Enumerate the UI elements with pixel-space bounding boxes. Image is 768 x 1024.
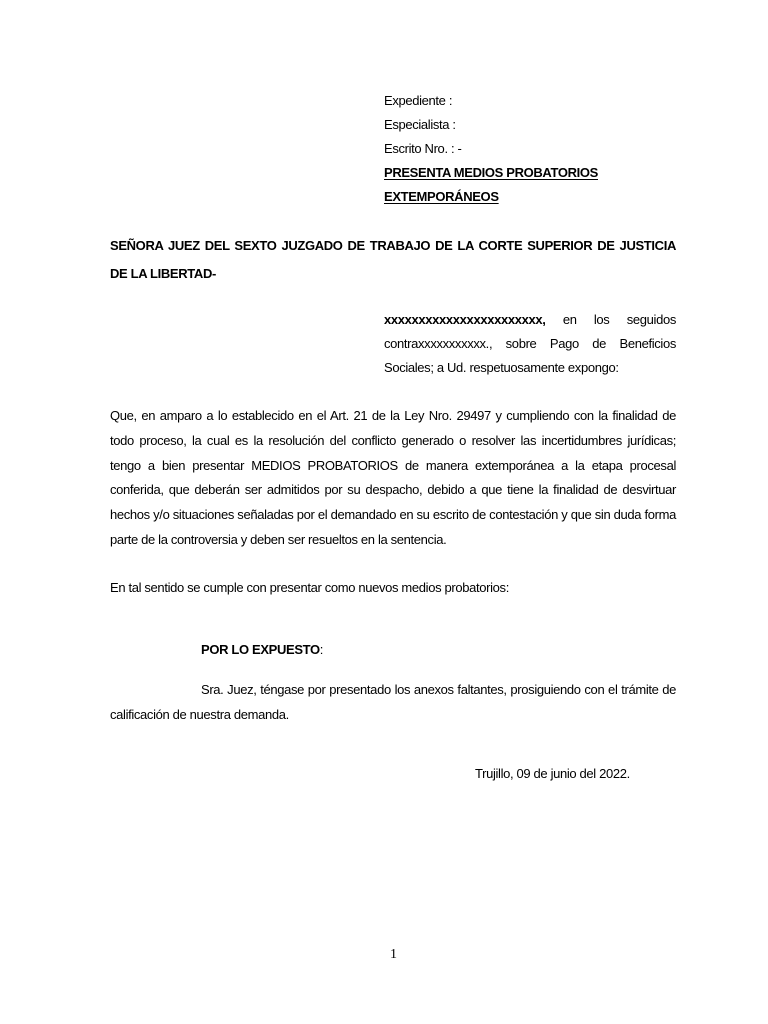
- body-paragraph-2: En tal sentido se cumple con presentar como nuevos medios probatorios:: [110, 580, 509, 595]
- closing-heading-text: POR LO EXPUESTO: [201, 642, 320, 657]
- sumilla-title-line-1: PRESENTA MEDIOS PROBATORIOS: [384, 165, 598, 180]
- petitioner-line-1-rest: en los seguidos: [545, 312, 676, 327]
- petitioner-line-3: Sociales; a Ud. respetuosamente expongo:: [384, 360, 619, 375]
- especialista-label: Especialista :: [384, 117, 456, 132]
- closing-heading-colon: :: [319, 642, 324, 657]
- addressee-line-1: SEÑORA JUEZ DEL SEXTO JUZGADO DE TRABAJO DE LA CORTE SUPERIOR DE JUSTICIA: [110, 238, 676, 253]
- expediente-label: Expediente :: [384, 93, 453, 108]
- closing-heading: [201, 638, 323, 662]
- addressee-line-2: DE LA LIBERTAD-: [110, 266, 216, 281]
- place-date: Trujillo, 09 de junio del 2022.: [475, 766, 630, 781]
- escrito-number-label: Escrito Nro. : -: [384, 141, 462, 156]
- petitioner-line-1: [384, 308, 676, 332]
- petitioner-line-2: contraxxxxxxxxxxx., sobre Pago de Beneficios: [384, 336, 676, 351]
- page-number: 1: [390, 947, 397, 962]
- sumilla-title-line-2: EXTEMPORÁNEOS: [384, 189, 499, 204]
- petitioner-name: xxxxxxxxxxxxxxxxxxxxxxx,: [384, 312, 546, 327]
- body-paragraph-1: Que, en amparo a lo establecido en el Art. 21 de la Ley Nro. 29497 y cumpliendo con la finalidad de todo proceso, la cual es la resolución del conflicto generado o resolver las incertidumbres jurídicas; tengo a bien presentar MEDIOS PROBATORIOS de manera extemporánea a la etapa procesal conferida, que deberán ser admitidos por su despacho, debido a que tiene la finalidad de desvirtuar hechos y/o situaciones señaladas por el demandado en su escrito de contestación y que sin duda forma parte de la controversia y deben ser resueltos en la sentencia.: [110, 408, 676, 547]
- closing-request-paragraph: Sra. Juez, téngase por presentado los anexos faltantes, prosiguiendo con el trámite de calificación de nuestra demanda.: [110, 682, 676, 722]
